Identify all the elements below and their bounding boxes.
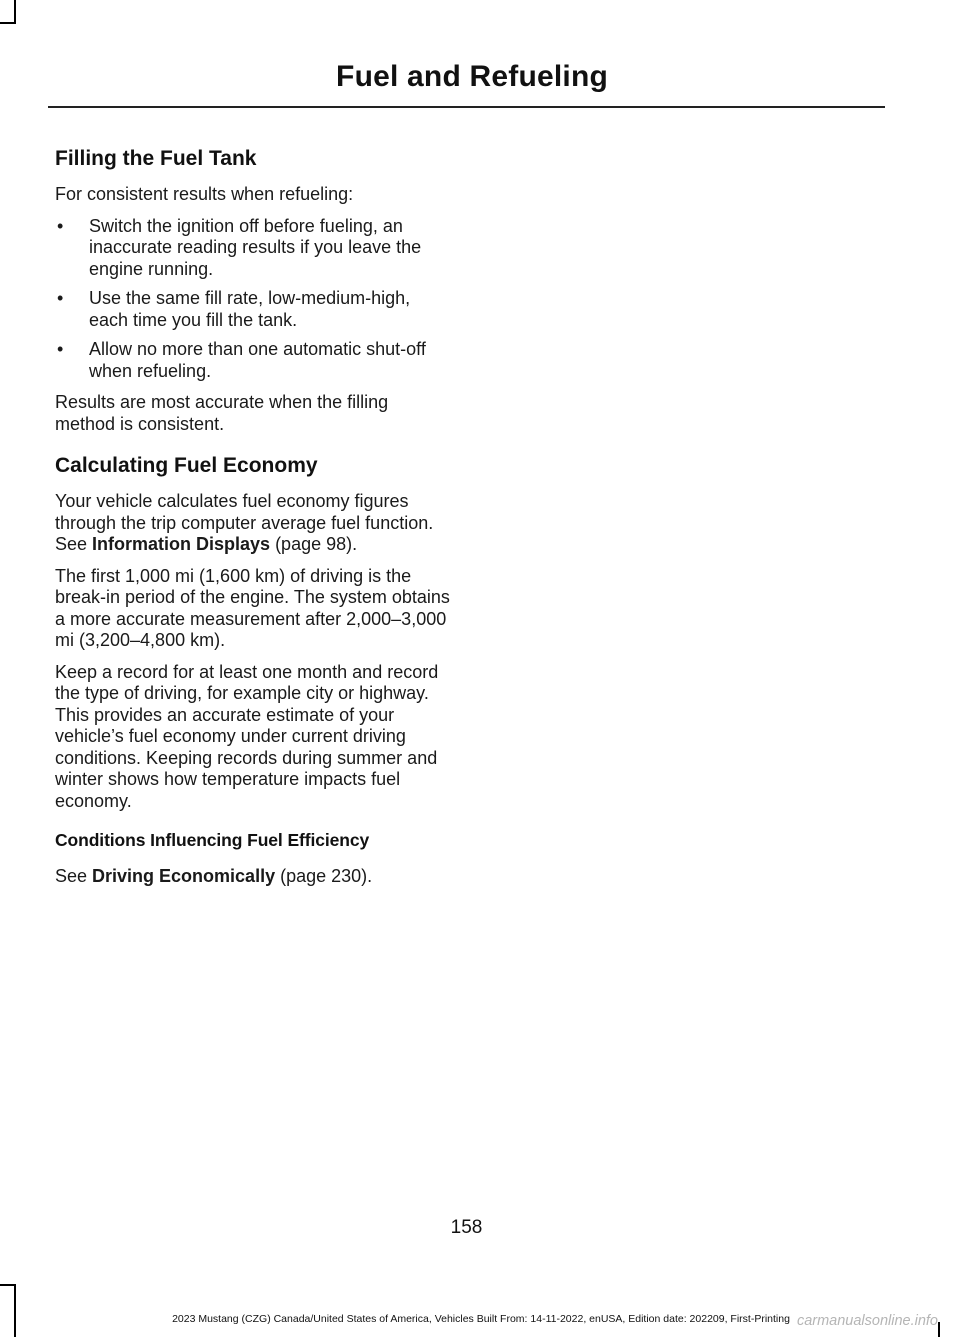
bullet-icon: • (57, 215, 64, 236)
page-reference: (page 98). (270, 534, 358, 554)
page-reference: (page 230). (275, 866, 373, 886)
bullet-icon: • (57, 339, 64, 359)
refuel-tips-list (55, 216, 450, 383)
header-rule (48, 106, 885, 108)
crop-mark-bottom-right-v (938, 1322, 940, 1337)
crop-mark-top-left-v (14, 0, 16, 22)
driving-economically-paragraph (55, 866, 450, 888)
intro-paragraph: For consistent results when refueling: (55, 184, 354, 204)
list-item (55, 216, 450, 281)
content-column (55, 146, 450, 898)
list-item-text: Switch the ignition off before fueling, an inaccurate reading results if you leave the engine running. (89, 215, 422, 279)
trip-computer-paragraph (55, 491, 450, 556)
break-in-paragraph: The first 1,000 mi (1,600 km) of driving is the break-in period of the engine. The system obtains a more accurate measurement after 2,000–3,000 mi (3,200–4,800 km). (55, 565, 450, 650)
crop-mark-bottom-left-v (14, 1284, 16, 1337)
bullet-icon: • (57, 288, 64, 308)
crop-mark-bottom-left-h (0, 1284, 16, 1286)
page-header-title: Fuel and Refueling (336, 60, 608, 93)
watermark: carmanualsonline.info (796, 1313, 938, 1329)
paragraph-text: Your vehicle calculates fuel economy figures through the trip computer average fuel function. See (55, 491, 434, 554)
list-item (55, 288, 450, 331)
heading-calculating-fuel-economy: Calculating Fuel Economy (55, 454, 318, 477)
record-paragraph: Keep a record for at least one month and record the type of driving, for example city or highway. This provides an accurate estimate of your vehicle’s fuel economy under current driving conditions. Keeping records during summer and winter shows how temperature impacts fuel economy. (55, 661, 439, 811)
closing-paragraph: Results are most accurate when the filling method is consistent. (55, 392, 389, 434)
crop-mark-top-left-h (0, 22, 16, 24)
footer-edition-info: 2023 Mustang (CZG) Canada/United States of America, Vehicles Built From: 14-11-2022, enUSA, Edition date: 202209, First-Printing (172, 1313, 790, 1325)
information-displays-link[interactable]: Information Displays (92, 534, 271, 554)
driving-economically-link[interactable]: Driving Economically (92, 866, 276, 886)
page-number: 158 (450, 1217, 483, 1238)
heading-conditions-fuel-efficiency: Conditions Influencing Fuel Efficiency (55, 830, 370, 850)
list-item-text: Use the same fill rate, low-medium-high, each time you fill the tank. (89, 288, 411, 330)
list-item (55, 339, 450, 382)
heading-filling-fuel-tank: Filling the Fuel Tank (55, 147, 257, 170)
paragraph-text: See (55, 866, 93, 886)
list-item-text: Allow no more than one automatic shut-off when refueling. (89, 339, 426, 381)
